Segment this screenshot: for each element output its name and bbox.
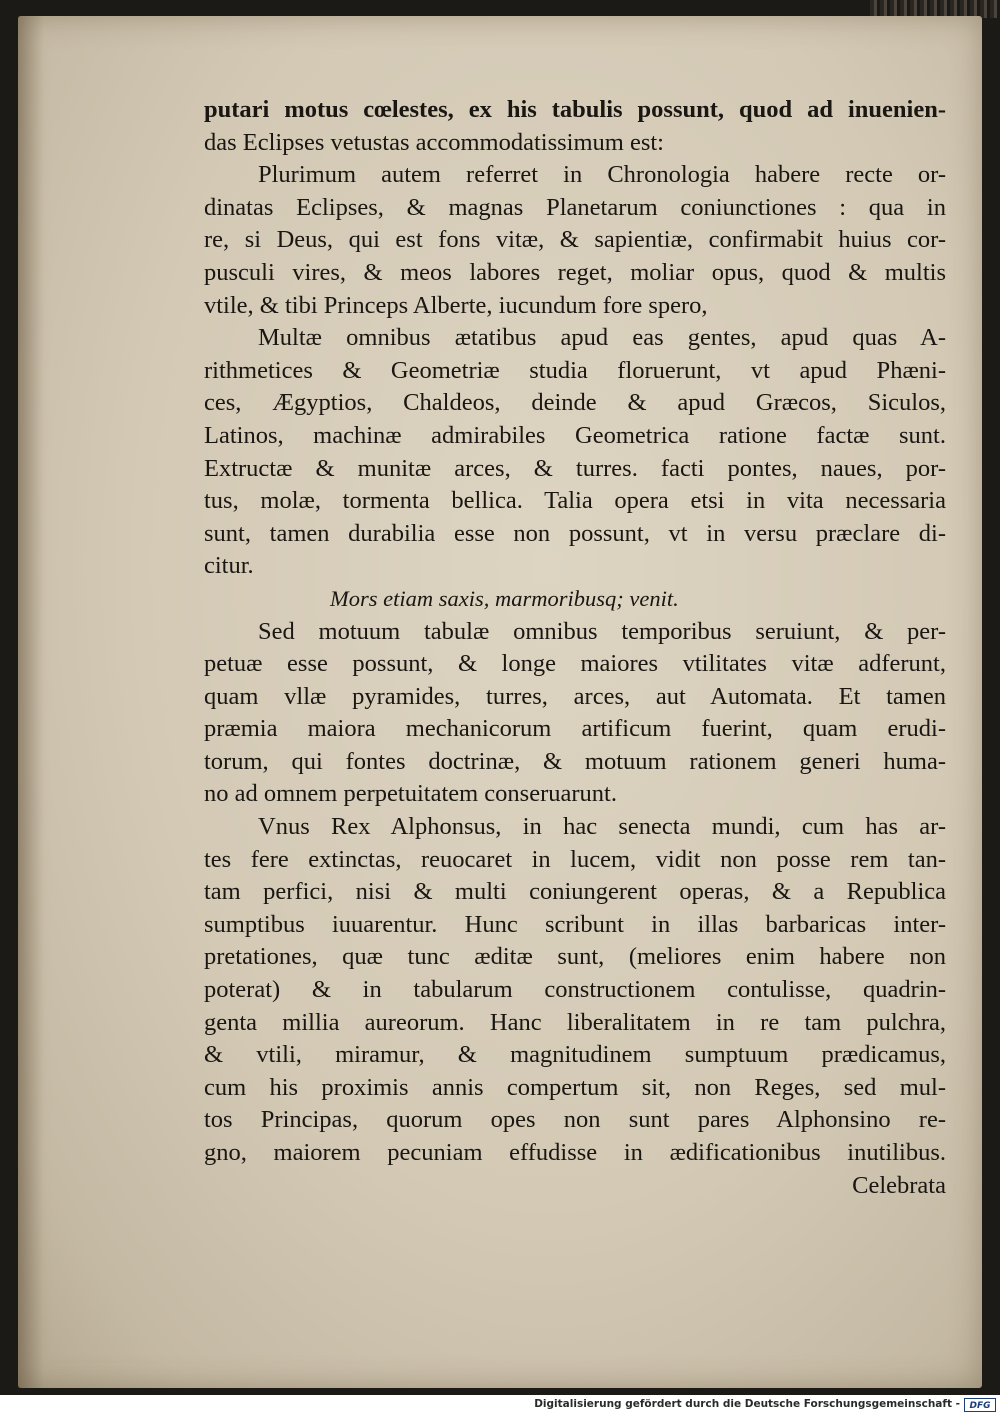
footer-bar (0, 1395, 1000, 1416)
text-line: præmia maiora mechanicorum artificum fuerint, quam erudi- (204, 715, 946, 743)
text-line: gno, maiorem pecuniam effudisse in ædificationibus inutilibus. (204, 1139, 946, 1166)
text-line: sumptibus iuuarentur. Hunc scribunt in illas barbaricas inter- (204, 910, 946, 938)
text-line: Sed motuum tabulæ omnibus temporibus seruiunt, & per- (258, 617, 946, 645)
text-line: & vtili, miramur, & magnitudinem sumptuum prædicamus, (204, 1041, 946, 1069)
text-line: torum, qui fontes doctrinæ, & motuum rationem generi huma- (204, 747, 946, 775)
text-line: pusculi vires, & meos labores reget, moliar opus, quod & multis (204, 258, 946, 286)
text-line: poterat) & in tabularum constructionem contulisse, quadrin- (204, 976, 946, 1004)
text-line: tus, molæ, tormenta bellica. Talia opera etsi in vita necessaria (204, 487, 946, 515)
text-line: quam vllæ pyramides, turres, arces, aut Automata. Et tamen (204, 682, 946, 710)
text-line: Extructæ & munitæ arces, & turres. facti pontes, naues, por- (204, 454, 946, 482)
text-line: putari motus cœlestes, ex his tabulis possunt, quod ad inuenien- (204, 96, 946, 123)
funding-notice: Digitalisierung gefördert durch die Deutsche Forschungsgemeinschaft - (534, 1398, 960, 1410)
text-line: genta millia aureorum. Hanc liberalitatem in re tam pulchra, (204, 1008, 946, 1036)
text-line: cum his proximis annis compertum sit, non Reges, sed mul- (204, 1073, 946, 1101)
catchword: Celebrata (852, 1171, 946, 1199)
text-line: das Eclipses vetustas accommodatissimum est: (204, 128, 664, 156)
text-line: Latinos, machinæ admirabiles Geometrica ratione factæ sunt. (204, 421, 946, 449)
text-line: tam perfici, nisi & multi coniungerent operas, & a Republica (204, 878, 946, 906)
text-line: re, si Deus, qui est fons vitæ, & sapientiæ, confirmabit huius cor- (204, 226, 946, 254)
text-line: no ad omnem perpetuitatem conseruarunt. (204, 780, 617, 808)
verse-line: Mors etiam saxis, marmoribusq; venit. (330, 585, 679, 611)
text-line: tos Principas, quorum opes non sunt pares Alphonsino re- (204, 1106, 946, 1134)
text-line: petuæ esse possunt, & longe maiores vtilitates vitæ adferunt, (204, 650, 946, 678)
text-line: citur. (204, 552, 254, 580)
dfg-logo-icon: DFG (964, 1398, 996, 1412)
text-line: Multæ omnibus ætatibus apud eas gentes, apud quas A- (258, 324, 946, 352)
book-page (18, 16, 982, 1388)
text-line: Plurimum autem referret in Chronologia habere recte or- (258, 161, 946, 189)
text-line: pretationes, quæ tunc æditæ sunt, (meliores enim habere non (204, 943, 946, 971)
text-line: dinatas Eclipses, & magnas Planetarum coniunctiones : qua in (204, 193, 946, 221)
text-line: rithmetices & Geometriæ studia floruerunt, vt apud Phæni- (204, 356, 946, 384)
text-line: tes fere extinctas, reuocaret in lucem, vidit non posse rem tan- (204, 845, 946, 873)
text-line: ces, Ægyptios, Chaldeos, deinde & apud Græcos, Siculos, (204, 389, 946, 417)
text-line: sunt, tamen durabilia esse non possunt, vt in versu præclare di- (204, 519, 946, 547)
text-line: Vnus Rex Alphonsus, in hac senecta mundi, cum has ar- (258, 813, 946, 841)
text-line: vtile, & tibi Princeps Alberte, iucundum fore spero, (204, 291, 708, 319)
page-text-block (204, 94, 946, 1202)
